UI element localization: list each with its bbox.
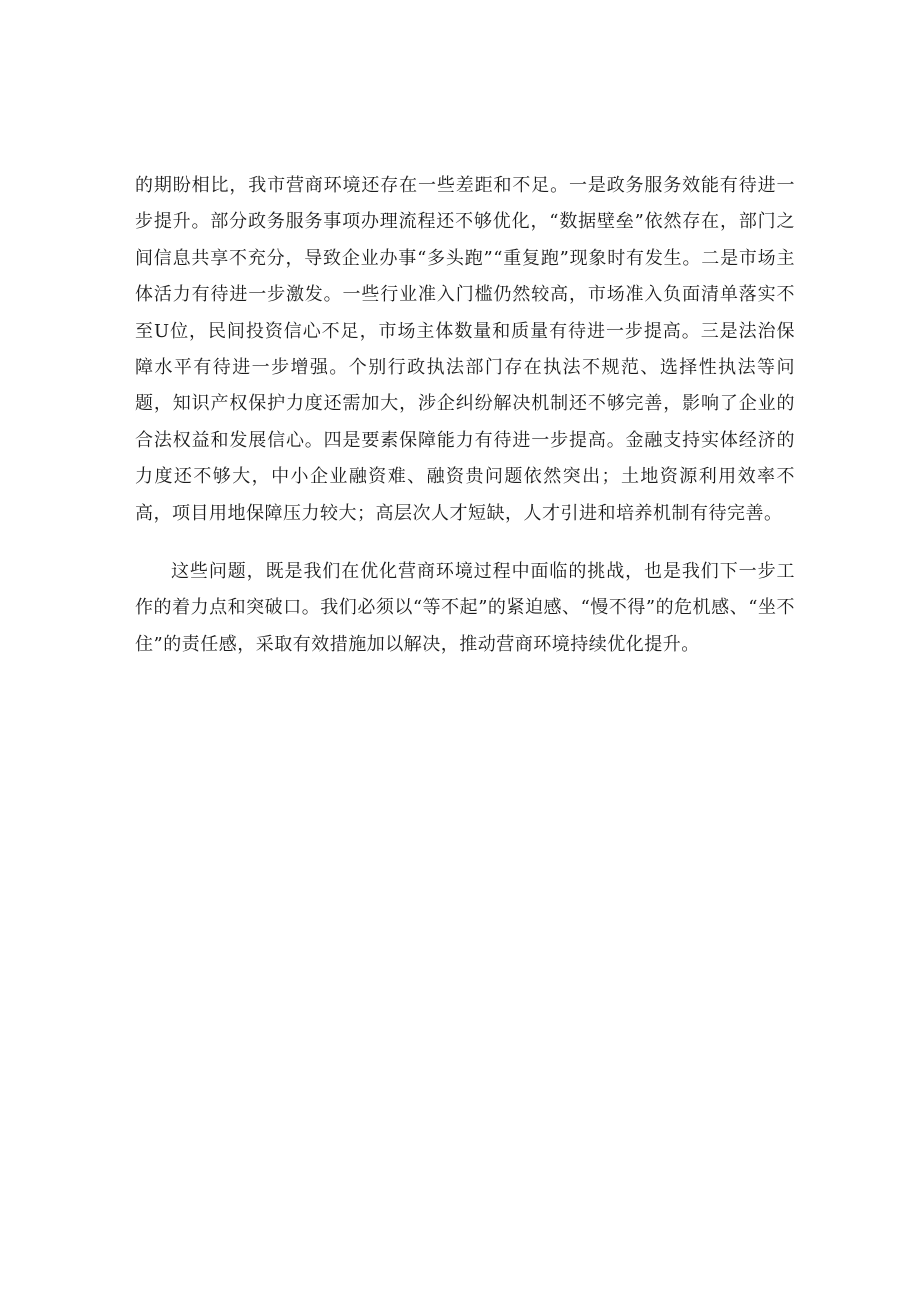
paragraph-business-environment-problems: 的期盼相比，我市营商环境还存在一些差距和不足。一是政务服务效能有待进一步提升。部分政务服务事项办理流程还不够优化，“数据壁垒”依然存在，部门之间信息共享不充分，导致企业办事“多头跑”“重复跑”现象时有发生。二是市场主体活力有待进一步激发。一些行业准入门槛仍然较高，市场准入负面清单落实不至U位，民间投资信心不足，市场主体数量和质量有待进一步提高。三是法治保障水平有待进一步增强。个别行政执法部门存在执法不规范、选择性执法等问题，知识产权保护力度还需加大，涉企纠纷解决机制还不够完善，影响了企业的合法权益和发展信心。四是要素保障能力有待进一步提高。金融支持实体经济的力度还不够大，中小企业融资难、融资贵问题依然突出；土地资源利用效率不高，项目用地保障压力较大；高层次人才短缺，人才引进和培养机制有待完善。 (135, 175, 795, 524)
paragraph-conclusion: 这些问题，既是我们在优化营商环境过程中面临的挑战，也是我们下一步工作的着力点和突破口。我们必须以“等不起”的紧迫感、“慢不得”的危机感、“坐不住”的责任感，采取有效措施加以解决，推动营商环境持续优化提升。 (135, 561, 795, 655)
document-body (135, 168, 795, 663)
